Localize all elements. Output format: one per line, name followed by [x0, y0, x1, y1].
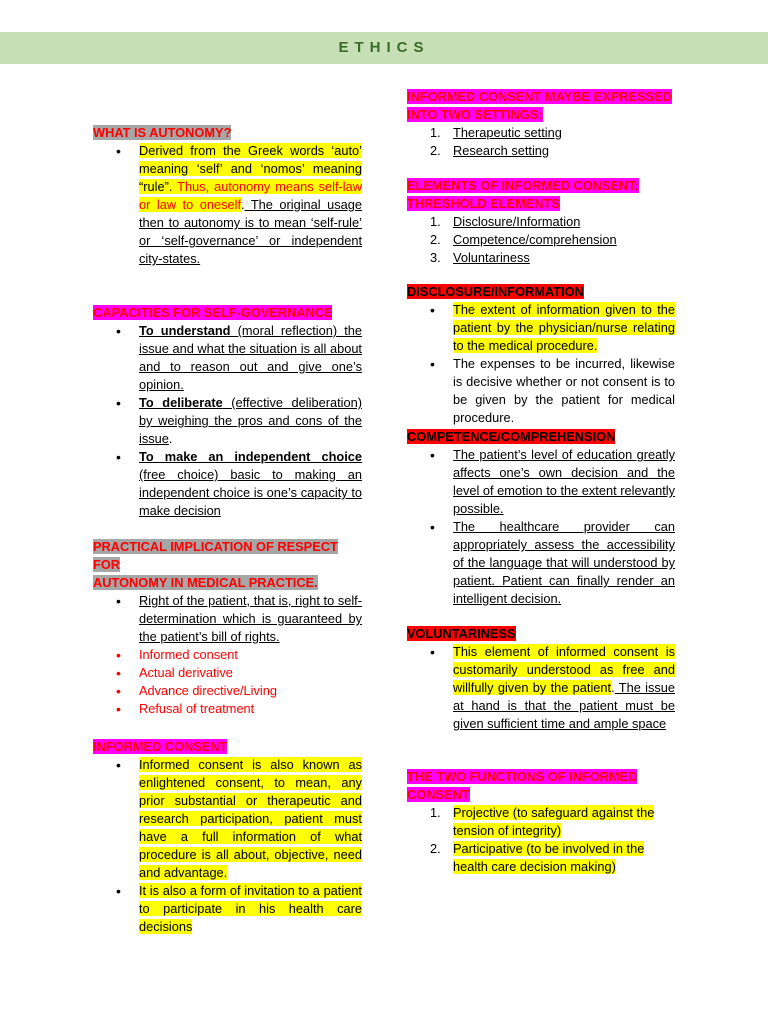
competence-section	[407, 428, 675, 608]
competence-heading: COMPETENCE/COMPREHENSION	[407, 429, 616, 444]
functions-heading-line1: THE TWO FUNCTIONS OF INFORMED	[407, 769, 638, 784]
settings-section	[407, 88, 675, 160]
list-item: • This element of informed consent is customarily understood as free and willfully given by the patient. The issue at hand is that the patient must be given sufficient time and ample space	[407, 643, 675, 733]
list-item: • Actual derivative	[93, 664, 362, 682]
list-item: • To understand (moral reflection) the issue and what the situation is all about and to reason out and give one’s opinion.	[93, 322, 362, 394]
list-item: • Informed consent is also known as enlightened consent, to mean, any prior substantial or therapeutic and research participation, patient must have a full information of what procedure is all about, objective, need and advantage.	[93, 756, 362, 882]
list-item: 2. Competence/comprehension	[430, 232, 617, 247]
list-item: • Derived from the Greek words ‘auto’ meaning ‘self’ and ‘nomos’ meaning “rule”. Thus, autonomy means self-law or law to oneself. The original usage then to autonomy is to mean ‘self-rule’ or ‘self-governance’ or independent city-states.	[93, 142, 362, 268]
list-item: • To make an independent choice (free choice) basic to making an independent choice is one’s capacity to make decision	[93, 448, 362, 520]
list-item: 2. Participative (to be involved in the health care decision making)	[430, 841, 645, 874]
informed-consent-section	[93, 738, 362, 936]
list-item: 1. Projective (to safeguard against the tension of integrity)	[430, 805, 655, 838]
autonomy-heading: WHAT IS AUTONOMY?	[93, 125, 232, 140]
list-item: • Informed consent	[93, 646, 362, 664]
practical-heading-line2: AUTONOMY IN MEDICAL PRACTICE.	[93, 575, 318, 590]
settings-heading-line2: INTO TWO SETTINGS:	[407, 107, 543, 122]
settings-heading-line1: INFORMED CONSENT MAYBE EXPRESSED	[407, 89, 672, 104]
list-item: • The healthcare provider can appropriately assess the accessibility of the language that will understood by patient. Patient can finally render an intelligent decision.	[407, 518, 675, 608]
elements-heading-line2: THRESHOLD ELEMENTS	[407, 196, 560, 211]
functions-heading-line2: CONSENT	[407, 787, 470, 802]
voluntariness-heading: VOLUNTARINESS	[407, 626, 516, 641]
elements-section	[407, 177, 675, 267]
informed-consent-heading: INFORMED CONSENT	[93, 739, 228, 754]
list-item: • Right of the patient, that is, right to self-determination which is guaranteed by the patient’s bill of rights.	[93, 592, 362, 646]
list-item: • The extent of information given to the patient by the physician/nurse relating to the medical procedure.	[407, 301, 675, 355]
functions-section	[407, 768, 675, 876]
elements-heading-line1: ELEMENTS OF INFORMED CONSENT:	[407, 178, 639, 193]
list-item: • To deliberate (effective deliberation) by weighing the pros and cons of the issue.	[93, 394, 362, 448]
list-item: 1. Therapeutic setting	[430, 125, 562, 140]
list-item: • It is also a form of invitation to a patient to participate in his health care decisions	[93, 882, 362, 936]
page-title: ETHICS	[0, 32, 768, 64]
autonomy-section	[93, 124, 362, 268]
capacities-heading: CAPACITIES FOR SELF-GOVERNANCE	[93, 305, 333, 320]
disclosure-section	[407, 283, 675, 427]
practical-heading-line1: PRACTICAL IMPLICATION OF RESPECT FOR	[93, 539, 338, 572]
voluntariness-section	[407, 625, 675, 733]
list-item: 3. Voluntariness	[430, 250, 530, 265]
list-item: • The patient’s level of education greatly affects one’s own decision and the level of emotion to the extent relevantly possible.	[407, 446, 675, 518]
list-item: 1. Disclosure/Information	[430, 214, 581, 229]
list-item: • Advance directive/Living	[93, 682, 362, 700]
list-item: • The expenses to be incurred, likewise is decisive whether or not consent is to be given by the patient for medical procedure.	[407, 355, 675, 427]
disclosure-heading: DISCLOSURE/INFORMATION	[407, 284, 584, 299]
list-item: • Refusal of treatment	[93, 700, 362, 718]
capacities-section	[93, 304, 362, 520]
practical-section	[93, 538, 368, 718]
list-item: 2. Research setting	[430, 143, 550, 158]
